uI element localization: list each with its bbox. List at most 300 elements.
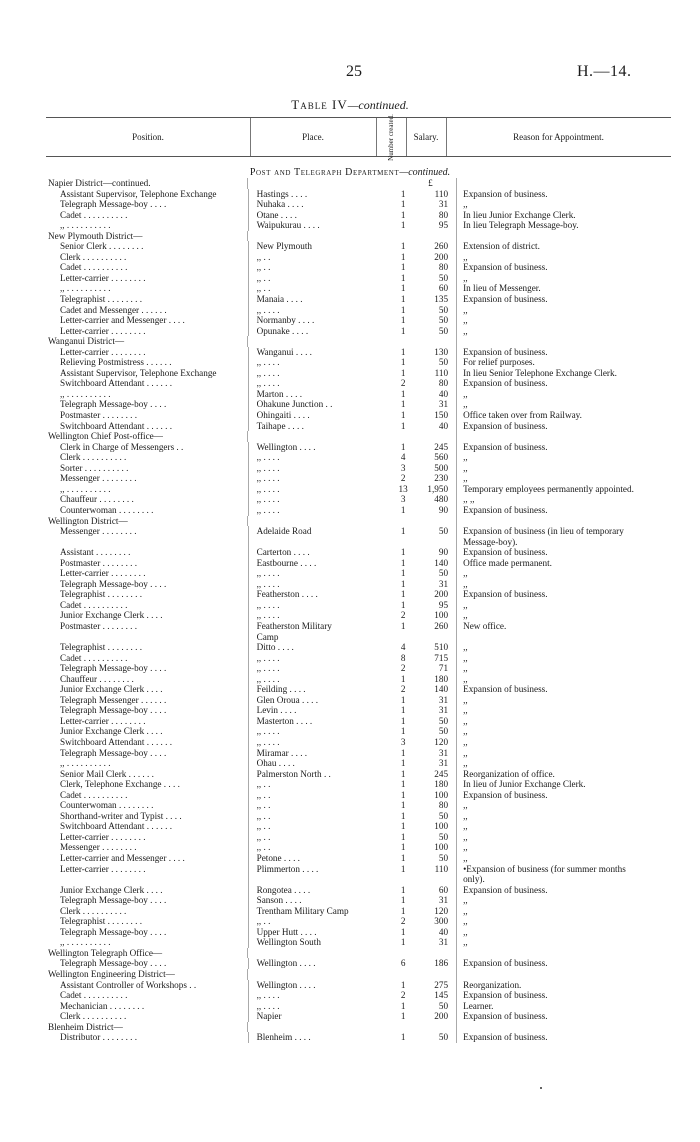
salary-cell: 120 (434, 736, 449, 747)
place-cell: ,, . . . . (248, 600, 394, 611)
place-cell: Wellington . . . . (248, 442, 394, 453)
table-row (48, 980, 678, 991)
number-cell: 1 (400, 789, 406, 800)
number-cell: 1 (400, 1032, 406, 1043)
table-row (48, 547, 678, 558)
number-cell: 1 (400, 199, 406, 210)
position-cell: Clerk . . . . . . . . . . (60, 452, 127, 463)
table-row (48, 779, 678, 790)
reason-cell (456, 969, 678, 980)
table-row (48, 769, 678, 780)
salary-cell: 715 (434, 652, 449, 663)
table-row (48, 990, 678, 1001)
header-bottom-rule (46, 156, 671, 157)
place-cell: Levin . . . . (248, 705, 394, 716)
number-cell: 1 (400, 599, 406, 610)
place-cell: Rongotea . . . . (248, 885, 394, 896)
position-cell: Wellington District— (48, 515, 128, 526)
number-cell: 1 (400, 821, 406, 832)
position-cell: Switchboard Attendant . . . . . . (60, 821, 173, 832)
number-cell: 1 (400, 589, 406, 600)
salary-cell: 140 (434, 684, 449, 695)
number-cell: 3 (400, 736, 406, 747)
place-cell: Ditto . . . . (248, 642, 394, 653)
place-cell: ,, . . . . (248, 653, 394, 664)
position-cell: Counterwoman . . . . . . . . (60, 504, 154, 515)
position-cell: Junior Exchange Clerk . . . . (60, 684, 163, 695)
salary-cell: 31 (438, 578, 449, 589)
reason-cell: ,, (456, 726, 678, 737)
table-row (48, 537, 678, 548)
reason-cell: Expansion of business. (456, 505, 678, 516)
position-cell: Cadet and Messenger . . . . . . (60, 304, 167, 315)
salary-cell: 40 (438, 926, 449, 937)
salary-cell: 200 (434, 251, 449, 262)
salary-cell: 140 (434, 557, 449, 568)
place-cell: Wellington South (248, 937, 394, 948)
reason-cell: ,, (456, 937, 678, 948)
position-cell: Clerk . . . . . . . . . . (60, 251, 127, 262)
document-reference: H.—14. (577, 63, 632, 80)
number-cell (393, 948, 413, 959)
position-cell: Telegraphist . . . . . . . . (60, 916, 143, 927)
salary-cell: 50 (438, 357, 449, 368)
place-cell (248, 874, 394, 885)
table-row (48, 431, 678, 442)
number-cell: 1 (400, 315, 406, 326)
number-cell: 1 (400, 325, 406, 336)
position-cell: Telegraph Message-boy . . . . (60, 199, 167, 210)
place-cell (247, 1022, 393, 1033)
salary-cell: 135 (434, 294, 449, 305)
place-cell (247, 516, 393, 527)
place-cell (247, 948, 393, 959)
salary-cell (413, 336, 456, 347)
number-cell: 2 (400, 916, 406, 927)
position-cell: Distributor . . . . . . . . (60, 1032, 138, 1043)
reason-cell: ,, (456, 389, 678, 400)
place-cell: ,, . . (248, 832, 394, 843)
reason-cell: ,, (456, 452, 678, 463)
place-cell: ,, . . . . (248, 505, 394, 516)
table-row (48, 705, 678, 716)
place-cell: Ohakune Junction . . (248, 399, 394, 410)
table-row (48, 294, 678, 305)
position-cell: Senior Mail Clerk . . . . . . (60, 768, 154, 779)
place-cell: Feilding . . . . (248, 684, 394, 695)
table-row (48, 864, 678, 875)
table-row (48, 842, 678, 853)
place-cell: Ohau . . . . (248, 758, 394, 769)
table-row (48, 895, 678, 906)
place-cell: Wanganui . . . . (248, 347, 394, 358)
salary-cell: 200 (434, 589, 449, 600)
table-row (48, 262, 678, 273)
table-row (48, 273, 678, 284)
table-row (48, 516, 678, 527)
position-cell: Switchboard Attendant . . . . . . (60, 378, 173, 389)
table-row (48, 463, 678, 474)
reason-cell: In lieu Senior Telephone Exchange Clerk. (456, 368, 678, 379)
number-cell: 1 (400, 251, 406, 262)
reason-cell: ,, (456, 463, 678, 474)
position-cell: Telegraph Message-boy . . . . (60, 747, 167, 758)
reason-cell: ,, (456, 305, 678, 316)
salary-cell: 80 (438, 800, 449, 811)
table-row (48, 632, 678, 643)
position-cell: Wellington Telegraph Office— (48, 947, 163, 958)
salary-cell: 110 (434, 863, 449, 874)
number-cell: 1 (400, 188, 406, 199)
reason-cell: ,, (456, 748, 678, 759)
salary-cell: 50 (438, 831, 449, 842)
table-row (48, 473, 678, 484)
place-cell: New Plymouth (248, 241, 394, 252)
table-row (48, 220, 678, 231)
section-title: Post and Telegraph Department (249, 167, 400, 178)
section-continued: —continued. (399, 167, 451, 178)
number-cell: 1 (400, 715, 406, 726)
reason-cell: Office made permanent. (456, 558, 678, 569)
position-cell: Assistant Supervisor, Telephone Exchange (60, 188, 217, 199)
place-cell: Carterton . . . . (248, 547, 394, 558)
table-row (48, 610, 678, 621)
reason-cell: ,, (456, 853, 678, 864)
reason-cell: In lieu Telegraph Message-boy. (456, 220, 678, 231)
number-cell: 4 (400, 452, 406, 463)
table-row (48, 421, 678, 432)
reason-cell: Office taken over from Railway. (456, 410, 678, 421)
table-row (48, 210, 678, 221)
reason-cell: Expansion of business. (456, 885, 678, 896)
table-row (48, 357, 678, 368)
number-cell: 3 (400, 462, 406, 473)
salary-cell: 31 (438, 758, 449, 769)
place-cell: ,, . . . . (248, 1001, 394, 1012)
salary-cell: 510 (434, 642, 449, 653)
place-cell: ,, . . . . (248, 737, 394, 748)
reason-cell: Expansion of business. (456, 1032, 678, 1043)
place-cell: Waipukurau . . . . (248, 220, 394, 231)
table-row (48, 252, 678, 263)
number-cell (393, 178, 413, 189)
position-cell (48, 632, 248, 643)
section-heading (0, 167, 700, 178)
position-cell: ,, . . . . . . . . . . (60, 220, 111, 231)
position-cell: Wellington Chief Post-office— (48, 431, 163, 442)
table-row (48, 948, 678, 959)
position-cell: Postmaster . . . . . . . . (60, 410, 138, 421)
place-cell: ,, . . . . (248, 484, 394, 495)
number-cell: 3 (400, 494, 406, 505)
salary-cell: 80 (438, 378, 449, 389)
reason-cell: Reorganization of office. (456, 769, 678, 780)
position-cell: Cadet . . . . . . . . . . (60, 789, 128, 800)
salary-cell: 95 (438, 599, 449, 610)
number-cell: 4 (400, 642, 406, 653)
number-cell: 1 (400, 853, 406, 863)
reason-cell: ,, (456, 568, 678, 579)
salary-cell (413, 874, 456, 885)
reason-cell: ,, (456, 916, 678, 927)
salary-cell (413, 231, 456, 242)
salary-cell: 500 (434, 462, 449, 473)
column-header-number-text: Number created. (386, 113, 395, 161)
position-cell: Letter-carrier . . . . . . . . (60, 272, 146, 283)
table-row (48, 937, 678, 948)
salary-cell: 31 (438, 199, 449, 210)
appointments-table (48, 178, 678, 1043)
reason-cell: ,, (456, 716, 678, 727)
place-cell: Nuhaka . . . . (248, 199, 394, 210)
number-cell (393, 516, 413, 527)
table-row (48, 800, 678, 811)
place-cell: ,, . . (248, 800, 394, 811)
number-cell (393, 431, 413, 442)
position-cell: Telegraphist . . . . . . . . (60, 589, 143, 600)
number-cell: 1 (400, 220, 406, 231)
position-cell: Telegraph Message-boy . . . . (60, 663, 167, 674)
number-cell: 1 (400, 1000, 406, 1011)
table-row (48, 874, 678, 885)
place-cell: Wellington . . . . (248, 980, 394, 991)
place-cell: ,, . . . . (248, 663, 394, 674)
reason-cell: ,, (456, 653, 678, 664)
position-cell: Relieving Postmistress . . . . . . (60, 357, 172, 368)
place-cell: Featherston . . . . (248, 589, 394, 600)
reason-cell: ,, (456, 399, 678, 410)
reason-cell: Extension of district. (456, 241, 678, 252)
salary-cell: 50 (438, 272, 449, 283)
position-cell: Postmaster . . . . . . . . (60, 557, 138, 568)
number-cell: 1 (400, 673, 406, 684)
reason-cell: Expansion of business. (456, 589, 678, 600)
position-cell: Messenger . . . . . . . . (60, 526, 137, 537)
reason-cell: ,, (456, 758, 678, 769)
position-cell: Letter-carrier . . . . . . . . (60, 715, 146, 726)
table-row (48, 684, 678, 695)
salary-cell: 245 (434, 768, 449, 779)
position-cell: Switchboard Attendant . . . . . . (60, 736, 173, 747)
page-number: 25 (346, 63, 362, 80)
place-cell: Petone . . . . (248, 853, 394, 864)
reason-cell: In lieu of Junior Exchange Clerk. (456, 779, 678, 790)
position-cell: Counterwoman . . . . . . . . (60, 800, 154, 811)
place-cell: ,, . . . . (248, 452, 394, 463)
column-header-number (376, 113, 406, 161)
position-cell: Wanganui District— (48, 336, 125, 347)
table-row (48, 1001, 678, 1012)
number-cell: 1 (400, 884, 406, 895)
salary-cell: 31 (438, 937, 449, 948)
place-cell: Plimmerton . . . . (248, 864, 394, 875)
place-cell (247, 231, 393, 242)
salary-cell: 31 (438, 705, 449, 716)
place-cell: ,, . . . . (248, 674, 394, 685)
position-cell: Cadet . . . . . . . . . . (60, 599, 128, 610)
number-cell: 1 (400, 262, 406, 273)
table-row (48, 1022, 678, 1033)
position-cell: Telegraph Message-boy . . . . (60, 705, 167, 716)
table-row (48, 442, 678, 453)
table-row (48, 758, 678, 769)
reason-cell: Expansion of business. (456, 684, 678, 695)
salary-cell: 245 (434, 441, 449, 452)
reason-cell: ,, (456, 663, 678, 674)
position-cell: Junior Exchange Clerk . . . . (60, 610, 163, 621)
salary-cell: 80 (438, 209, 449, 220)
number-cell: 1 (400, 547, 406, 558)
reason-cell (456, 231, 678, 242)
position-cell: Cadet . . . . . . . . . . (60, 990, 128, 1001)
salary-cell: 200 (434, 1011, 449, 1022)
number-cell: 1 (400, 209, 406, 220)
number-cell: 1 (400, 410, 406, 421)
salary-cell: 31 (438, 399, 449, 410)
table-row (48, 189, 678, 200)
table-row (48, 336, 678, 347)
table-row (48, 916, 678, 927)
place-cell: Napier (248, 1011, 394, 1022)
salary-cell: 50 (438, 325, 449, 336)
position-cell: Telegraphist . . . . . . . . (60, 294, 143, 305)
number-cell (393, 874, 413, 885)
table-row (48, 663, 678, 674)
table-row (48, 726, 678, 737)
position-cell: ,, . . . . . . . . . . (60, 283, 111, 294)
place-cell: Featherston Military (248, 621, 394, 632)
position-cell: Clerk, Telephone Exchange . . . . (60, 779, 180, 790)
salary-cell (413, 537, 456, 548)
table-row (48, 347, 678, 358)
salary-cell: 50 (438, 726, 449, 737)
reason-cell: Expansion of business. (456, 442, 678, 453)
salary-cell: £ (428, 178, 433, 188)
number-cell (393, 1022, 413, 1033)
place-cell: Sanson . . . . (248, 895, 394, 906)
position-cell: Sorter . . . . . . . . . . (60, 462, 129, 473)
position-cell: Shorthand-writer and Typist . . . . (60, 810, 182, 821)
salary-cell: 71 (438, 663, 449, 674)
reason-cell: •Expansion of business (for summer months (456, 864, 678, 875)
number-cell: 1 (400, 937, 406, 948)
number-cell: 8 (400, 652, 406, 663)
place-cell: Glen Oroua . . . . (248, 695, 394, 706)
reason-cell: ,, (456, 674, 678, 685)
position-cell: Letter-carrier . . . . . . . . (60, 325, 146, 336)
place-cell (247, 336, 393, 347)
reason-cell: ,, ,, (456, 494, 678, 505)
table-row (48, 653, 678, 664)
reason-cell: ,, (456, 600, 678, 611)
table-row (48, 832, 678, 843)
reason-cell: In lieu of Messenger. (456, 283, 678, 294)
number-cell: 2 (400, 663, 406, 674)
place-cell: ,, . . . . (248, 473, 394, 484)
number-cell: 1 (400, 568, 406, 579)
place-cell: ,, . . (248, 821, 394, 832)
place-cell (248, 537, 394, 548)
salary-cell: 180 (434, 779, 449, 790)
number-cell: 1 (400, 367, 406, 378)
reason-cell: For relief purposes. (456, 357, 678, 368)
place-cell: ,, . . . . (248, 463, 394, 474)
salary-cell: 90 (438, 547, 449, 558)
position-cell: Telegraph Message-boy . . . . (60, 895, 167, 906)
position-cell: Letter-carrier . . . . . . . . (60, 831, 146, 842)
number-cell: 1 (400, 283, 406, 294)
reason-cell: ,, (456, 315, 678, 326)
place-cell (247, 969, 393, 980)
salary-cell: 50 (438, 568, 449, 579)
position-cell: Letter-carrier . . . . . . . . (60, 346, 146, 357)
number-cell: 1 (400, 241, 406, 252)
reason-cell: Expansion of business. (456, 347, 678, 358)
reason-cell: ,, (456, 695, 678, 706)
salary-cell (413, 1022, 456, 1033)
table-row (48, 853, 678, 864)
table-row (48, 410, 678, 421)
reason-cell: Expansion of business. (456, 958, 678, 969)
position-cell: ,, . . . . . . . . . . (60, 758, 111, 769)
table-row (48, 368, 678, 379)
reason-cell (456, 516, 678, 527)
position-cell: Letter-carrier . . . . . . . . (60, 863, 146, 874)
reason-cell: Expansion of business. (456, 547, 678, 558)
column-header-salary: Salary. (413, 132, 439, 142)
reason-cell: ,, (456, 800, 678, 811)
number-cell: 1 (400, 504, 406, 515)
place-cell (247, 178, 393, 189)
place-cell: ,, . . (248, 262, 394, 273)
reason-cell: ,, (456, 199, 678, 210)
column-header-position: Position. (132, 132, 164, 142)
number-cell (393, 231, 413, 242)
position-cell: Letter-carrier and Messenger . . . . (60, 315, 185, 326)
position-cell: Telegraphist . . . . . . . . (60, 642, 143, 653)
salary-cell: 1,950 (427, 483, 449, 494)
number-cell: 1 (400, 346, 406, 357)
place-cell: Blenheim . . . . (248, 1032, 394, 1043)
place-cell: Adelaide Road (248, 526, 394, 537)
reason-cell: ,, (456, 906, 678, 917)
table-row (48, 231, 678, 242)
number-cell: 1 (400, 863, 406, 874)
place-cell: ,, . . (248, 252, 394, 263)
position-cell: Napier District—continued. (48, 178, 151, 188)
number-cell: 1 (400, 526, 406, 537)
table-row (48, 621, 678, 632)
page-mark (540, 1087, 542, 1089)
reason-cell: In lieu Junior Exchange Clerk. (456, 210, 678, 221)
salary-cell: 186 (434, 958, 449, 969)
table-row (48, 790, 678, 801)
table-row (48, 558, 678, 569)
salary-cell (413, 632, 456, 643)
position-cell: Messenger . . . . . . . . (60, 842, 137, 853)
reason-cell (456, 431, 678, 442)
number-cell: 1 (400, 810, 406, 821)
position-cell: Assistant Controller of Workshops . . (60, 979, 197, 990)
place-cell: Masterton . . . . (248, 716, 394, 727)
reason-cell: ,, (456, 273, 678, 284)
number-cell: 1 (400, 726, 406, 737)
place-cell: Miramar . . . . (248, 748, 394, 759)
reason-cell: New office. (456, 621, 678, 632)
salary-cell: 31 (438, 747, 449, 758)
position-cell: Telegraph Message-boy . . . . (60, 399, 167, 410)
position-cell: Clerk . . . . . . . . . . (60, 1011, 127, 1022)
